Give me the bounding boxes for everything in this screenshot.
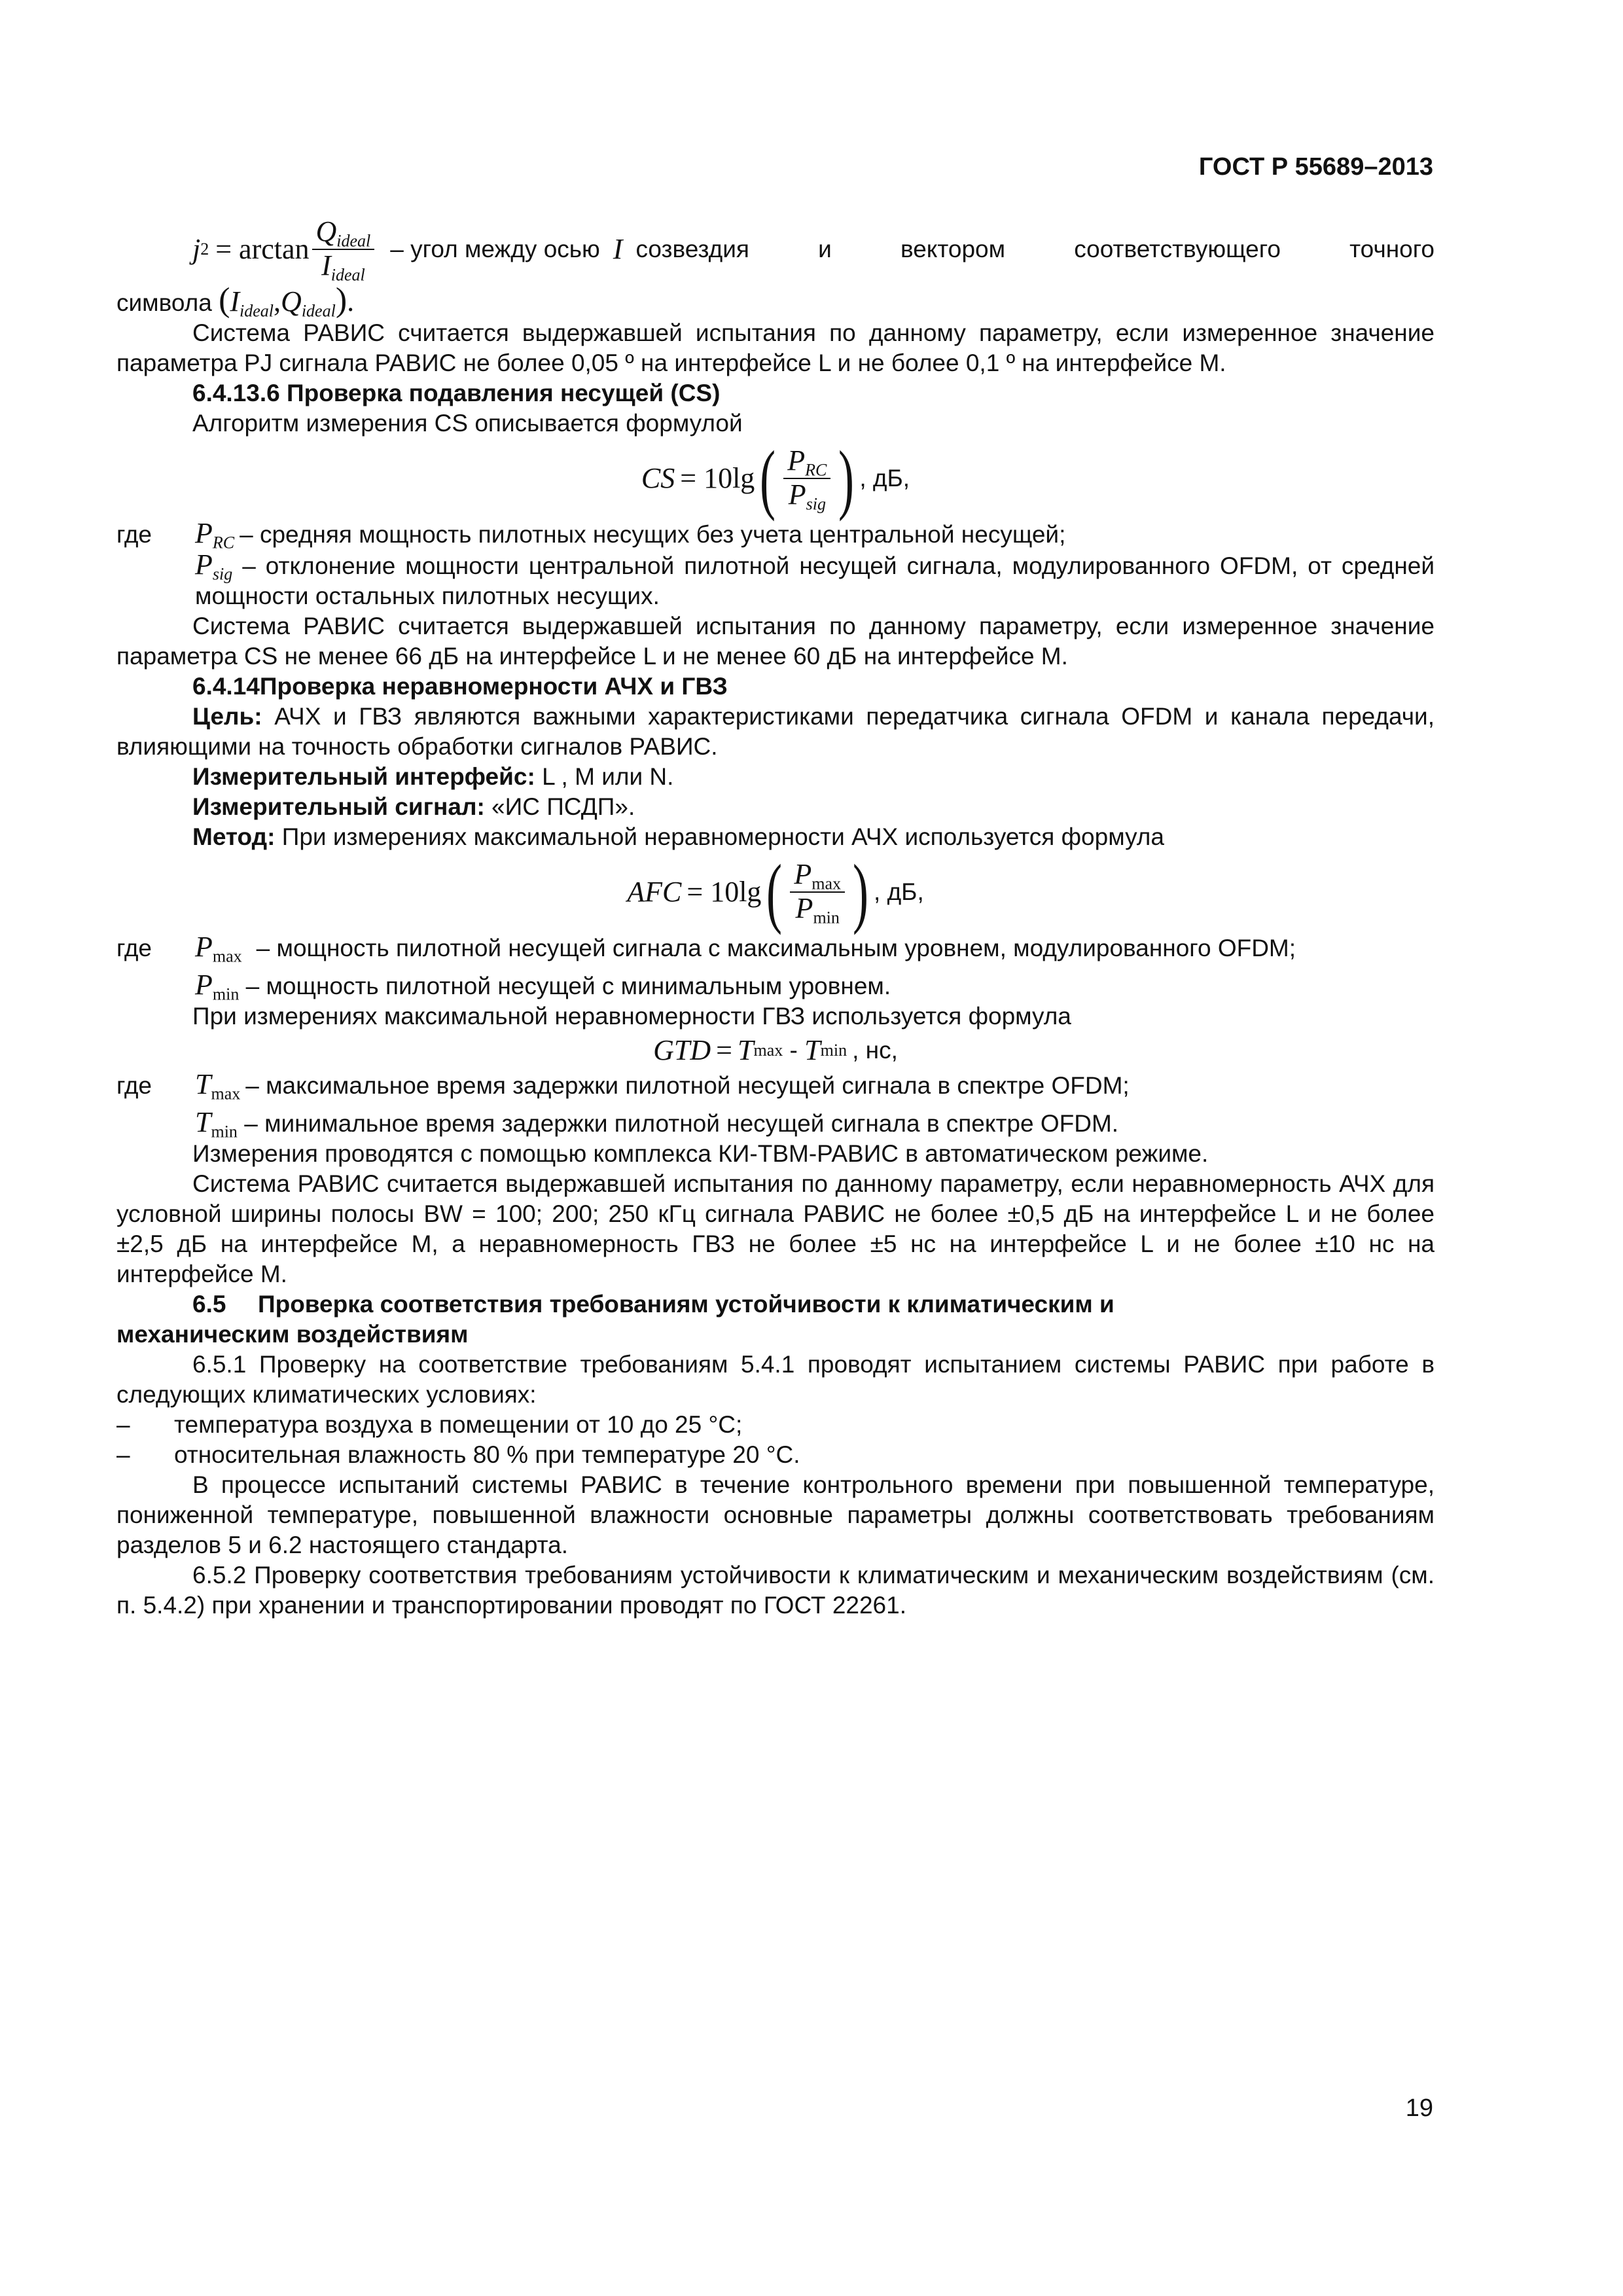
method-label: Метод: [192, 823, 276, 850]
afc-den-sub: min [813, 908, 840, 927]
tmin-sub: min [211, 1122, 238, 1141]
list-item-text: температура воздуха в помещении от 10 до 25 °С; [174, 1411, 743, 1438]
page-number: 19 [1405, 2094, 1433, 2122]
section-6-4-14-title: 6.4.14Проверка неравномерности АЧХ и ГВЗ [192, 673, 728, 700]
cs-den-sub: sig [806, 494, 826, 514]
p-6-5-2: 6.5.2 Проверку соответствия требованиям устойчивости к климатическим и механическим воздействиям (см. п. 5.4.2) при хранении и транспортировании проводят по ГОСТ 22261. [116, 1562, 1435, 1619]
tmin-text: – минимальное время задержки пилотной несущей сигнала в спектре OFDM. [244, 1110, 1119, 1137]
goal-label: Цель: [192, 703, 262, 730]
psig-sub: sig [212, 564, 233, 584]
prc-sub: RC [212, 533, 235, 552]
gtd-intro: При измерениях максимальной неравномерности ГВЗ используется формула [192, 1003, 1071, 1030]
pmin-text: – мощность пилотной несущей с минимальным уровнем. [245, 973, 891, 999]
j2-axis: I [613, 233, 623, 265]
iface-paragraph [116, 762, 1435, 792]
j2-sym-q-sub: ideal [301, 301, 336, 321]
list-item [116, 1440, 1435, 1470]
afc-formula: AFC = 10lg ( $\frac{P_{max}}{P_{min}}$ ) , дБ, [627, 848, 924, 935]
tmax-sym: T [195, 1068, 211, 1100]
gtd-unit: , нс, [852, 1037, 898, 1064]
gtd-t1: T [738, 1034, 754, 1066]
cs-lhs: CS [641, 462, 675, 494]
gtd-lhs: GTD [653, 1034, 711, 1066]
cs-unit: , дБ, [859, 465, 910, 492]
pmin-sym: P [195, 969, 213, 1001]
cs-intro: Алгоритм измерения CS описывается формулой [192, 410, 743, 437]
iface-label: Измерительный интерфейс: [192, 763, 535, 790]
pmax-sub: max [212, 946, 242, 966]
def-tmin [116, 1107, 1435, 1139]
afc-fraction [790, 859, 845, 925]
gtd-formula: GTD = T max - T min , нс, [653, 1034, 898, 1066]
cs-eq: = 10lg [680, 462, 755, 494]
where-label: где [116, 521, 152, 548]
section-6-5-number: 6.5 [192, 1291, 226, 1318]
cs-num-sub: RC [805, 460, 827, 480]
section-6-5-title [116, 1289, 1435, 1319]
afc-gtd-conclusion: Система РАВИС считается выдержавшей испытания по данному параметру, если неравномерность АЧХ для условной ширины полосы BW = 100; 200; 250 кГц сигнала РАВИС не более ±0,5 дБ на интерфейсе L и не более ±2,5 дБ на интерфейсе М, а неравномерность ГВЗ не более ±5 нс на интерфейсе L и не более ±10 нс на интерфейсе М. [116, 1170, 1435, 1287]
def-psig [116, 550, 1435, 611]
gtd-minus: - [783, 1037, 805, 1064]
where-label-3: где [116, 1072, 152, 1099]
signal-paragraph [116, 792, 1435, 822]
cs-num: P [787, 444, 806, 476]
cs-den: P [788, 478, 806, 511]
j2-fraction [312, 216, 375, 283]
goal-paragraph [116, 702, 1435, 762]
j2-text1: – угол между осью [390, 236, 600, 262]
section-6-5-title-line2: механическим воздействиям [116, 1321, 469, 1348]
cs-conclusion: Система РАВИС считается выдержавшей испытания по данному параметру, если измеренное значение параметра CS не менее 66 дБ на интерфейсе L и не менее 60 дБ на интерфейсе М. [116, 613, 1435, 670]
tmax-sub: max [211, 1084, 241, 1103]
signal-label: Измерительный сигнал: [192, 793, 485, 820]
prc-text: – средняя мощность пилотных несущих без учета центральной несущей; [240, 521, 1066, 548]
p-6-5-process: В процессе испытаний системы РАВИС в течение контрольного времени при повышенной температуре, пониженной температуре, повышенной влажности основные параметры должны соответствовать требованиям разделов 5 и 6.2 настоящего стандарта. [116, 1471, 1435, 1558]
list-item-text: относительная влажность 80 % при температуре 20 °С. [174, 1441, 800, 1468]
j2-sym-q: Q [281, 285, 302, 317]
j2-sym-i: I [230, 285, 240, 317]
j2-arctan: = arctan [215, 233, 310, 265]
tmin-sym: T [195, 1106, 211, 1138]
j2-formula: j 2 = arctan $\frac{Q_{ideal}}{I_{ideal}}$ [192, 216, 377, 283]
j2-num: Q [315, 215, 337, 247]
afc-den: P [795, 892, 813, 924]
cs-formula: CS = 10lg ( $\frac{P_{RC}}{P_{sig}}$ ) , дБ, [641, 435, 910, 522]
list-item [116, 1410, 1435, 1440]
document-body [116, 216, 1435, 1621]
signal-text: «ИС ПСДП». [491, 793, 635, 820]
j2-line2-prefix: символа [116, 289, 212, 316]
psig-sym: P [195, 548, 213, 581]
pmin-sub: min [212, 984, 240, 1004]
gtd-t2: T [804, 1034, 821, 1066]
pmax-text: – мощность пилотной несущей сигнала с максимальным уровнем, модулированного OFDM; [256, 935, 1296, 961]
j2-den: I [321, 249, 331, 281]
list-dash: – [116, 1411, 130, 1438]
j2-num-sub: ideal [336, 231, 371, 251]
p-6-5-1: 6.5.1 Проверку на соответствие требованиям 5.4.1 проводят испытанием системы РАВИС при работе в следующих климатических условиях: [116, 1351, 1435, 1408]
j2-den-sub: ideal [330, 265, 365, 285]
psig-text: – отклонение мощности центральной пилотной несущей сигнала, модулированного OFDM, от средней мощности остальных пилотных несущих. [195, 552, 1435, 609]
section-6-4-13-6-title: 6.4.13.6 Проверка подавления несущей (CS) [192, 380, 721, 406]
prc-sym: P [195, 517, 213, 549]
gtd-eq: = [716, 1034, 732, 1066]
list-dash: – [116, 1441, 130, 1468]
where-label-2: где [116, 935, 152, 961]
goal-text: АЧХ и ГВЗ являются важными характеристиками передатчика сигнала OFDM и канала передачи, влияющими на точность обработки сигналов РАВИС. [116, 703, 1435, 760]
def-tmax [116, 1069, 1435, 1101]
j2-symbol-line: символа $(I_{ideal},Q_{ideal})$. [116, 281, 355, 321]
afc-lhs: AFC [627, 876, 682, 908]
measure-paragraph: Измерения проводятся с помощью комплекса КИ-ТВМ-РАВИС в автоматическом режиме. [192, 1140, 1209, 1167]
tmax-text: – максимальное время задержки пилотной несущей сигнала в спектре OFDM; [245, 1072, 1130, 1099]
afc-num: P [794, 858, 812, 890]
def-prc [116, 518, 1435, 550]
method-text: При измерениях максимальной неравномерности АЧХ используется формула [281, 823, 1164, 850]
afc-num-sub: max [812, 874, 842, 893]
pmax-sym: P [195, 931, 213, 963]
def-pmax [116, 931, 1435, 966]
afc-eq: = 10lg [687, 876, 762, 908]
iface-text: L , М или N. [542, 763, 674, 790]
j2-text2: созвездия и вектором соответствующего точного [635, 236, 1435, 262]
document-header: ГОСТ Р 55689–2013 [1198, 153, 1433, 181]
def-pmin [116, 969, 1435, 1004]
section-6-5-title-line1: Проверка соответствия требованиям устойчивости к климатическим и [258, 1291, 1115, 1318]
afc-unit: , дБ, [874, 878, 924, 905]
j2-symbol: j [192, 233, 201, 265]
cs-fraction [783, 445, 830, 512]
pj-conclusion: Система РАВИС считается выдержавшей испытания по данному параметру, если измеренное значение параметра PJ сигнала РАВИС не более 0,05 º на интерфейсе L и не более 0,1 º на интерфейсе М. [116, 319, 1435, 376]
j2-sym-i-sub: ideal [240, 301, 274, 321]
j2-definition [192, 216, 1435, 283]
